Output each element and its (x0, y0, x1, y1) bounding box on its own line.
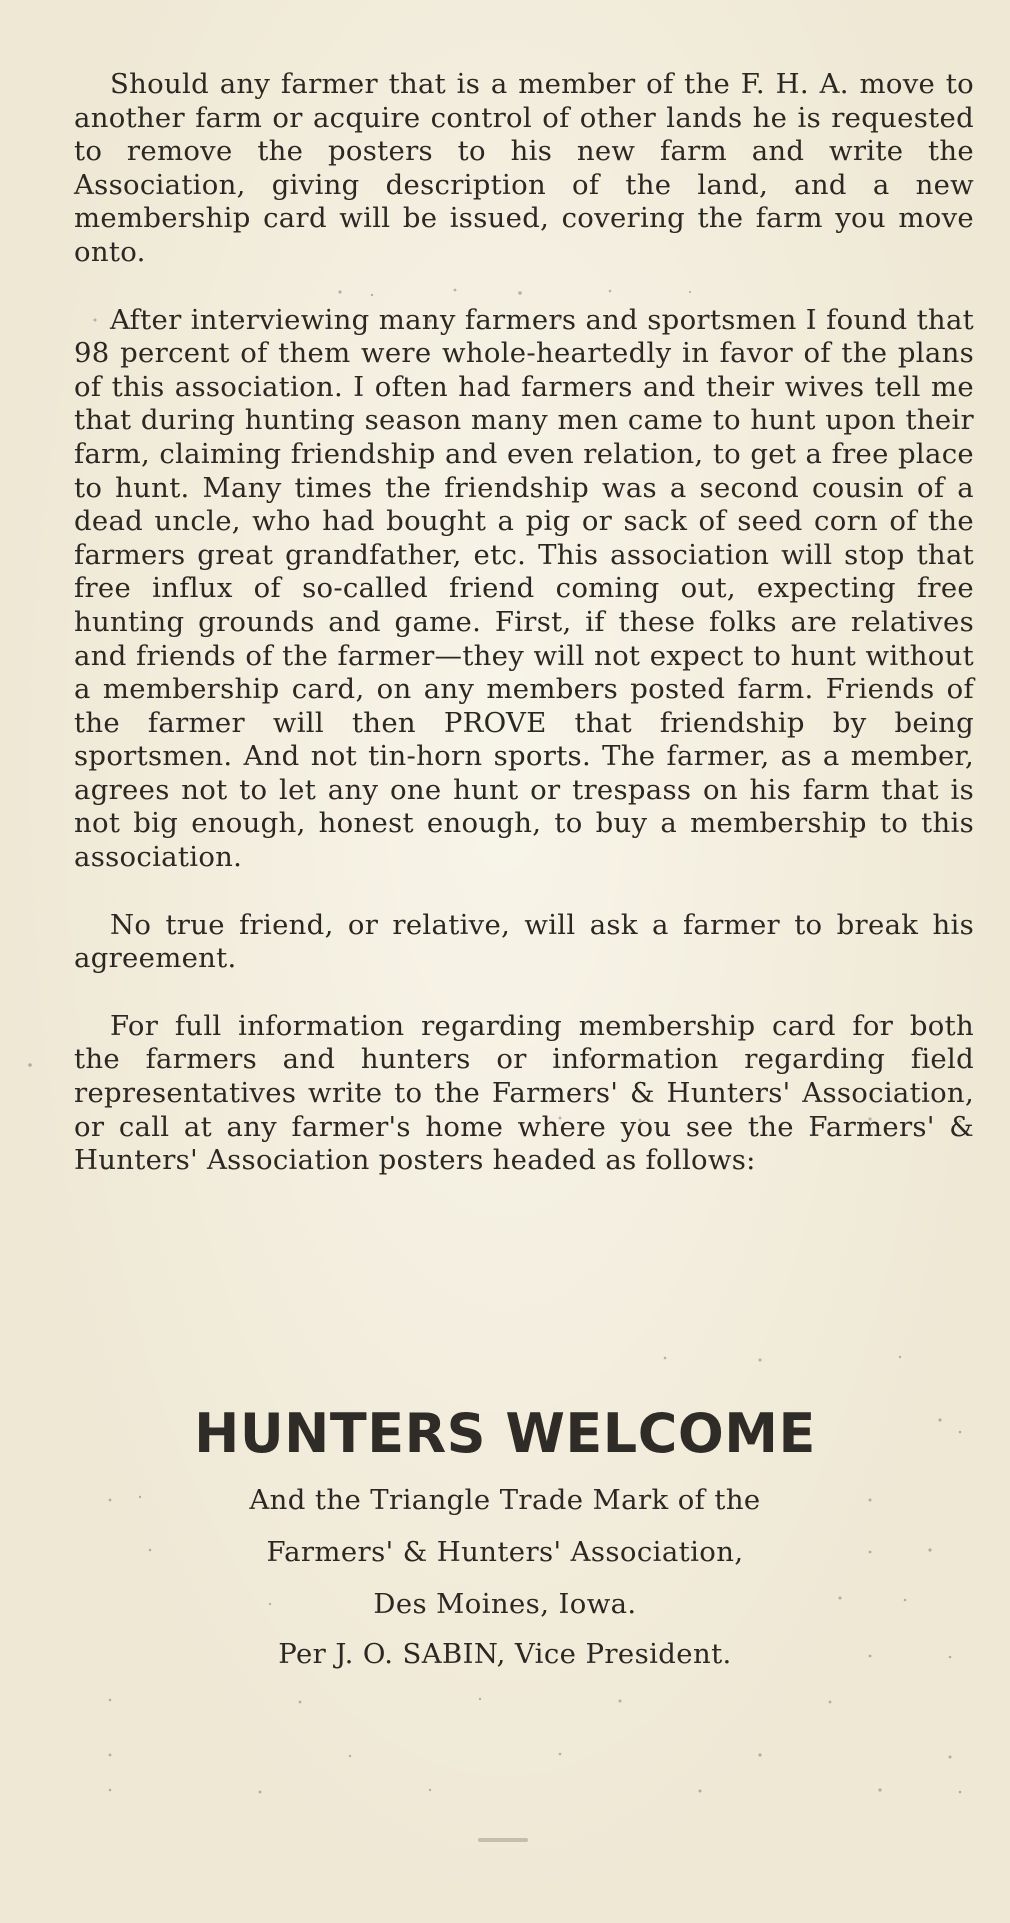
paragraph-true-friend: No true friend, or relative, will ask a farmer to break his agreement. (74, 908, 974, 975)
body-text (74, 68, 974, 1212)
closing-line-location: Des Moines, Iowa. (373, 1588, 637, 1620)
headline-hunters-welcome: HUNTERS WELCOME (194, 1402, 816, 1465)
closing-line-trade-mark: And the Triangle Trade Mark of the (249, 1484, 761, 1516)
fold-mark (478, 1838, 528, 1842)
paragraph-interviews: After interviewing many farmers and sportsmen I found that 98 percent of them were whole-heartedly in favor of the plans of this association. I often had farmers and their wives tell me that during hunting season many men came to hunt upon their farm, claiming friendship and even relation, to get a free place to hunt. Many times the friendship was a second cousin of a dead uncle, who had bought a pig or sack of seed corn of the farmers great grandfather, etc. This association will stop that free influx of so-called friend coming out, expecting free hunting grounds and game. First, if these folks are relatives and friends of the farmer—they will not expect to hunt without a membership card, on any members posted farm. Friends of the farmer will then PROVE that friendship by being sportsmen. And not tin-horn sports. The farmer, as a member, agrees not to let any one hunt or trespass on his farm that is not big enough, honest enough, to buy a membership to this association. (74, 303, 974, 874)
closing-line-association: Farmers' & Hunters' Association, (266, 1536, 744, 1568)
paragraph-moving-farm: Should any farmer that is a member of the F. H. A. move to another farm or acquire control of other lands he is requested to remove the posters to his new farm and write the Association, giving description of the land, and a new membership card will be issued, covering the farm you move onto. (74, 68, 974, 268)
paragraph-full-information: For full information regarding membership card for both the farmers and hunters or information regarding field representatives write to the Farmers' & Hunters' Association, or call at any farmer's home where you see the Farmers' & Hunters' Association posters headed as follows: (74, 1009, 974, 1177)
closing-line-signature: Per J. O. SABIN, Vice President. (278, 1638, 732, 1670)
